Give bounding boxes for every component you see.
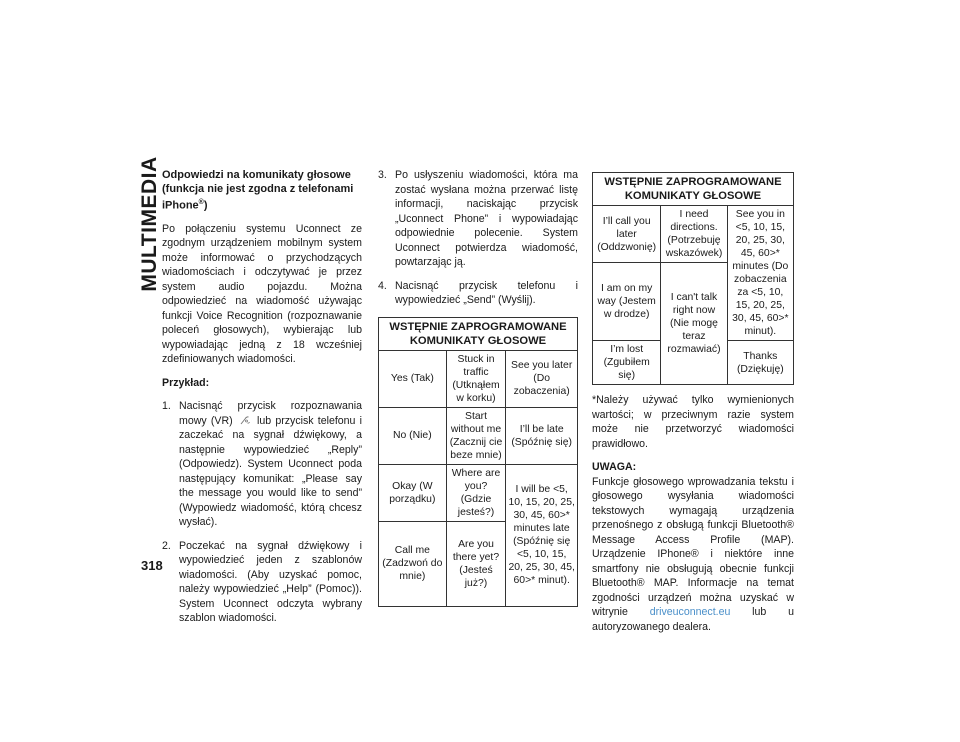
steps-list-continued <box>378 168 578 308</box>
example-label: Przykład: <box>162 376 210 389</box>
steps-list <box>162 399 362 626</box>
website-link[interactable]: driveuconnect.eu <box>649 606 731 618</box>
note-text: Funkcje głosowego wprowadzania tekstu i głosowego wysyłania wiadomości tekstowych wymagają urządzenia przenośnego z obsługą funkcji Bluetooth® Message Access Profile (MAP). Urządzenie IPhone® i niektóre inne smartfony nie obsługują obecnie funkcji Bluetooth® MAP. Informacje na temat zgodności urządzeń można uzyskać w witrynie driveuconnect.eu lub u autoryzowanego dealera. <box>592 475 794 633</box>
note-label: UWAGA: <box>592 461 637 473</box>
step-1: 1. Nacisnąć przycisk rozpoznawania mowy (VR) lub przycisk telefonu i zaczekać na sygnał dźwiękowy, a następnie wypowiedzieć „Reply” (Odpowiedz). System Uconnect poda następujący komunikat: „Please say the message you would like to send” (Wypowiedz wiadomość, którą chcesz wysłać). <box>162 400 362 529</box>
table-row: Okay (W porządku) Where are you? (Gdzie jesteś?) I will be <5, 10, 15, 20, 25, 30, 45, 60>* minutes late (Spóźnię się <5, 10, 15, 20, 25, 30, 45, 60>* minut). <box>379 464 578 521</box>
column-middle <box>378 168 578 607</box>
step-4: 4. Nacisnąć przycisk telefonu i wypowiedzieć „Send” (Wyślij). <box>378 279 578 306</box>
column-right <box>592 168 794 643</box>
intro-paragraph: Po połączeniu systemu Uconnect ze zgodnym urządzeniem mobilnym system może informować o przychodzących wiadomościach i odczytywać je przez system audio pojazdu. Można odpowiedzieć na wiadomość używając funkcji Voice Recognition (rozpoznawanie poleceń głosowych), wybierając lub wypowiadając jedną z 18 wcześniej zdefiniowanych wiadomości. <box>162 222 362 366</box>
section-tab-label: MULTIMEDIA <box>138 156 161 292</box>
voice-recognition-icon <box>240 415 250 426</box>
table-title: WSTĘPNIE ZAPROGRAMOWANE KOMUNIKATY GŁOSOWE <box>379 317 578 350</box>
preset-messages-table <box>378 317 578 607</box>
footnote: *Należy używać tylko wymienionych wartości; w przeciwnym razie system może nie przetworzyć wiadomości prawidłowo. <box>592 394 794 450</box>
step-2: 2. Poczekać na sygnał dźwiękowy i wypowiedzieć jeden z szablonów wiadomości. (Aby uzyskać pomoc, należy wypowiedzieć „Help” (Pomoc)). System Uconnect odczyta wybrany szablon wiadomości. <box>162 539 362 625</box>
page-number: 318 <box>141 558 163 573</box>
table-row: I’ll call you later (Oddzwonię) I need directions. (Potrzebuję wskazówek) See you in <5, 10, 15, 20, 25, 30, 45, 60>* minutes (Do zobaczenia za <5, 10, 15, 20, 25, 30, 45, 60>* minut). <box>593 206 794 263</box>
table-title: WSTĘPNIE ZAPROGRAMOWANE KOMUNIKATY GŁOSOWE <box>593 173 794 206</box>
table-row: No (Nie) Start without me (Zacznij cie beze mnie) I’ll be late (Spóźnię się) <box>379 407 578 464</box>
section-heading: Odpowiedzi na komunikaty głosowe (funkcja nie jest zgodna z telefonami iPhone®) <box>162 169 354 212</box>
step-3: 3. Po usłyszeniu wiadomości, która ma zostać wysłana można przerwać listę informacji, naciskając przycisk „Uconnect Phone” i wypowiadając odpowiednie polecenie. System Uconnect potwierdza wiadomość, powtarzając ją. <box>378 169 578 268</box>
column-left <box>162 168 362 635</box>
section-tab <box>138 156 161 292</box>
table-row: Call me (Zadzwoń do mnie) Are you there yet? (Jesteś już?) <box>379 521 578 606</box>
table-row: I am on my way (Jestem w drodze) I can't talk right now (Nie mogę teraz rozmawiać) <box>593 263 794 341</box>
preset-messages-table-continued <box>592 172 794 385</box>
table-row: I’m lost (Zgubiłem się) Thanks (Dziękuję) <box>593 341 794 385</box>
table-row: Yes (Tak) Stuck in traffic (Utknąłem w korku) See you later (Do zobaczenia) <box>379 350 578 407</box>
